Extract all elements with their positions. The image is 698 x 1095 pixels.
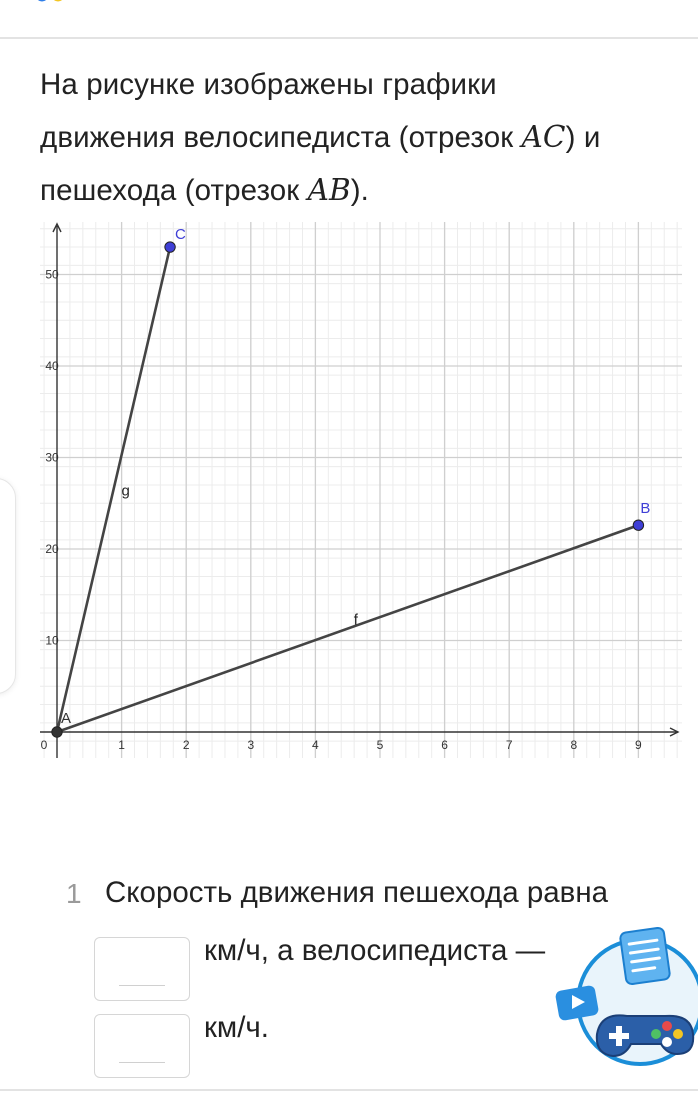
segment-ac-label: AC <box>521 120 566 154</box>
x-tick-label: 7 <box>505 738 513 752</box>
task-number: 1 <box>66 878 82 909</box>
pedestrian-speed-input[interactable] <box>94 937 190 1001</box>
grid-minor <box>40 222 682 758</box>
x-tick-label: 3 <box>247 738 255 752</box>
question-line-3-start: пешехода (отрезок <box>40 174 308 207</box>
x-tick-label: 0 <box>40 738 48 752</box>
cyclist-speed-input[interactable] <box>94 1014 190 1078</box>
logo-icon <box>34 0 78 6</box>
notes-icon <box>620 927 671 985</box>
top-bar <box>0 0 698 38</box>
point-B <box>633 520 643 530</box>
point-label-B: B <box>640 500 651 518</box>
question-line-2-end: ) и <box>565 121 601 154</box>
task-text-line-1: Скорость движения пешехода равна <box>105 876 609 909</box>
question-line-2 <box>40 111 680 164</box>
point-C <box>165 242 175 252</box>
segment-label-g: g <box>121 482 130 500</box>
task-text-line-3: км/ч. <box>204 1011 269 1044</box>
task-text-line-2: км/ч, а велосипедиста — <box>204 934 546 967</box>
top-divider <box>0 37 698 39</box>
y-tick-label: 20 <box>45 542 59 556</box>
x-tick-label: 1 <box>118 738 125 752</box>
segment-f <box>57 525 638 732</box>
point-label-A: A <box>61 710 72 727</box>
input-underline <box>119 1062 165 1063</box>
point-label-C: C <box>175 226 186 244</box>
segment-ab-label: AB <box>307 173 351 207</box>
x-tick-label: 9 <box>635 738 642 752</box>
point-A <box>52 727 62 737</box>
question-line-3-end: ). <box>350 174 369 207</box>
input-underline <box>119 985 165 986</box>
x-tick-label: 6 <box>441 738 448 752</box>
x-tick-label: 4 <box>312 738 319 752</box>
y-tick-label: 40 <box>45 359 59 373</box>
x-tick-label: 8 <box>570 738 578 752</box>
axes <box>40 224 678 758</box>
question-line-2-start: движения велосипедиста (отрезок <box>40 121 522 154</box>
y-tick-label: 50 <box>45 267 59 282</box>
question-line-1: На рисунке изображены графики <box>40 68 497 101</box>
bottom-divider <box>0 1089 698 1091</box>
question-text <box>40 58 680 217</box>
motion-graph <box>0 210 698 770</box>
x-tick-label: 5 <box>376 738 384 752</box>
helper-mascot-button[interactable] <box>555 922 698 1072</box>
side-panel-tab[interactable] <box>0 478 16 694</box>
x-tick-label: 2 <box>182 738 190 752</box>
y-tick-label: 10 <box>45 633 59 648</box>
segment-label-f: f <box>353 611 358 629</box>
y-tick-label: 30 <box>45 450 59 465</box>
